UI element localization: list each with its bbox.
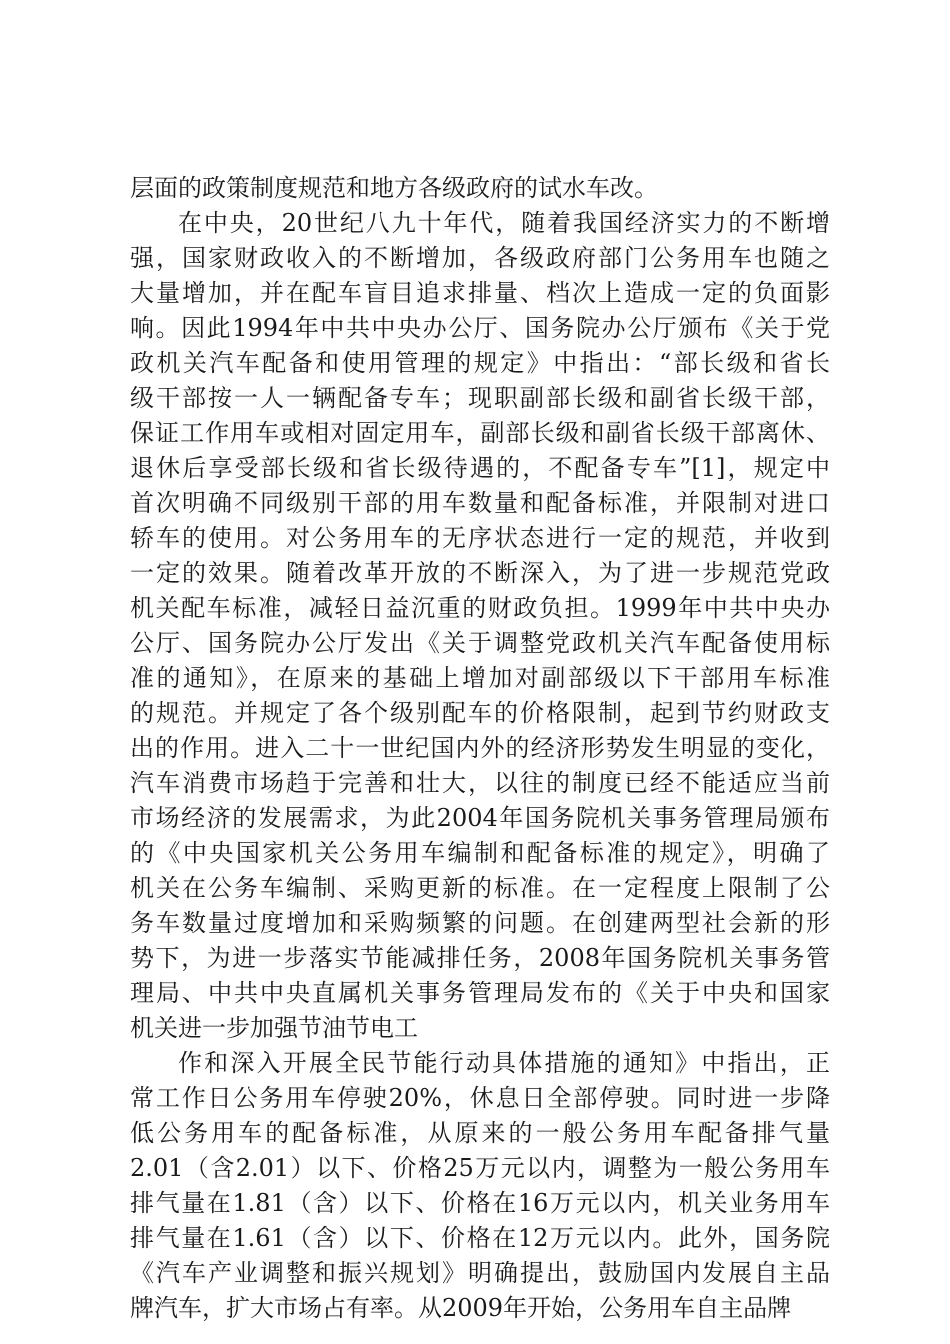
text-line: 排气量在1.61（含）以下、价格在12万元以内。此外，国务院 <box>130 1224 830 1252</box>
text-line: 常工作日公务用车停驶20%，休息日全部停驶。同时进一步降 <box>130 1084 830 1112</box>
text-line: 响。因此1994年中共中央办公厅、国务院办公厅颁布《关于党 <box>130 314 830 342</box>
text-line: 政机关汽车配备和使用管理的规定》中指出：“部长级和省长 <box>130 349 830 377</box>
text-line: 公厅、国务院办公厅发出《关于调整党政机关汽车配备使用标 <box>130 629 830 657</box>
text-line: 层面的政策制度规范和地方各级政府的试水车改。 <box>130 174 658 202</box>
text-line: 势下，为进一步落实节能减排任务，2008年国务院机关事务管 <box>130 944 830 972</box>
text-line: 强，国家财政收入的不断增加，各级政府部门公务用车也随之 <box>130 244 830 272</box>
paragraph <box>130 1046 830 1326</box>
text-line: 保证工作用车或相对固定用车，副部长级和副省长级干部离休、 <box>130 419 830 447</box>
text-line: 级干部按一人一辆配备专车；现职副部长级和副省长级干部， <box>130 384 830 412</box>
text-line: 的《中央国家机关公务用车编制和配备标准的规定》，明确了 <box>130 839 830 867</box>
text-line: 在中央，20世纪八九十年代，随着我国经济实力的不断增 <box>178 209 830 237</box>
text-line: 2.01（含2.01）以下、价格25万元以内，调整为一般公务用车 <box>130 1154 830 1182</box>
text-line: 出的作用。进入二十一世纪国内外的经济形势发生明显的变化， <box>130 734 830 762</box>
text-line: 务车数量过度增加和采购频繁的问题。在创建两型社会新的形 <box>130 909 830 937</box>
text-line: 《汽车产业调整和振兴规划》明确提出，鼓励国内发展自主品 <box>130 1259 830 1287</box>
text-line: 机关在公务车编制、采购更新的标准。在一定程度上限制了公 <box>130 874 830 902</box>
text-line: 一定的效果。随着改革开放的不断深入，为了进一步规范党政 <box>130 559 830 587</box>
text-line: 牌汽车，扩大市场占有率。从2009年开始，公务用车自主品牌 <box>130 1294 792 1322</box>
text-line: 低公务用车的配备标准，从原来的一般公务用车配备排气量 <box>130 1119 830 1147</box>
paragraph <box>130 206 830 1046</box>
paragraph <box>130 171 830 206</box>
text-line: 轿车的使用。对公务用车的无序状态进行一定的规范，并收到 <box>130 524 830 552</box>
text-line: 理局、中共中央直属机关事务管理局发布的《关于中央和国家 <box>130 979 830 1007</box>
text-line: 机关进一步加强节油节电工 <box>130 1014 418 1042</box>
text-line: 汽车消费市场趋于完善和壮大，以往的制度已经不能适应当前 <box>130 769 830 797</box>
text-line: 市场经济的发展需求，为此2004年国务院机关事务管理局颁布 <box>130 804 830 832</box>
text-line: 大量增加，并在配车盲目追求排量、档次上造成一定的负面影 <box>130 279 830 307</box>
text-line: 排气量在1.81（含）以下、价格在16万元以内，机关业务用车 <box>130 1189 830 1217</box>
document-page <box>130 171 830 1326</box>
text-line: 准的通知》，在原来的基础上增加对副部级以下干部用车标准 <box>130 664 830 692</box>
text-line: 的规范。并规定了各个级别配车的价格限制，起到节约财政支 <box>130 699 830 727</box>
text-line: 退休后享受部长级和省长级待遇的，不配备专车”[1]，规定中 <box>130 454 830 482</box>
text-line: 作和深入开展全民节能行动具体措施的通知》中指出，正 <box>178 1049 830 1077</box>
text-line: 机关配车标准，减轻日益沉重的财政负担。1999年中共中央办 <box>130 594 830 622</box>
text-line: 首次明确不同级别干部的用车数量和配备标准，并限制对进口 <box>130 489 830 517</box>
